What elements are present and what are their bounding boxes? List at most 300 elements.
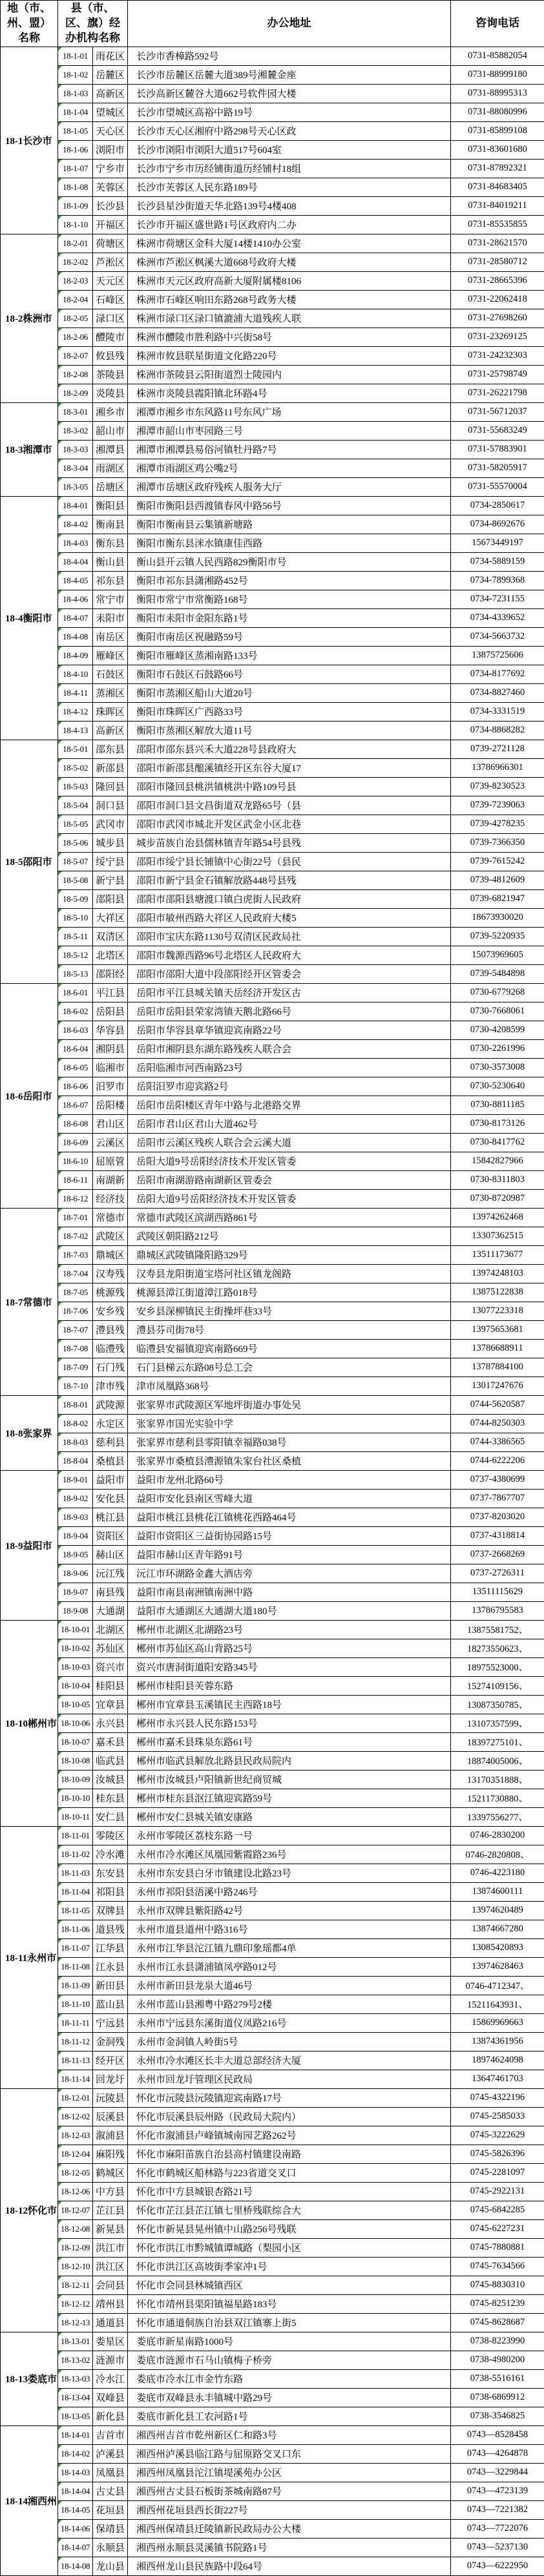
- phone-cell: 0731-85882054: [451, 47, 544, 65]
- org-cell: 苏仙区: [93, 1639, 128, 1657]
- org-cell: 冷水滩: [93, 1845, 128, 1864]
- address-cell: 娄底市新星南路1000号: [128, 2332, 451, 2351]
- address-cell: 株洲市炎陵县霞阳镇北环路4号: [128, 384, 451, 402]
- address-cell: 益阳市龙州北路60号: [128, 1470, 451, 1489]
- phone-cell: 0746-2820808、: [451, 1845, 544, 1864]
- table-row: [1, 327, 544, 346]
- org-cell: 岳麓区: [93, 65, 128, 84]
- phone-cell: 0745-6842285: [451, 2201, 544, 2219]
- code-cell: 18-10-10: [58, 1789, 93, 1807]
- cell-flag-triangle-icon: [58, 1265, 62, 1269]
- table-row: [1, 927, 544, 946]
- table-row: [1, 1938, 544, 1957]
- cell-flag-triangle-icon: [58, 66, 62, 70]
- region-group-cell: 18-2株洲市: [1, 234, 58, 402]
- cell-flag-triangle-icon: [58, 703, 62, 707]
- table-row: [1, 2444, 544, 2463]
- cell-flag-triangle-icon: [58, 366, 62, 369]
- address-cell: 临澧县安福镇迎宾南路669号: [128, 1339, 451, 1358]
- phone-cell: 0731-22062418: [451, 290, 544, 309]
- table-row: [1, 758, 544, 777]
- region-group-cell: 18-7常德市: [1, 1208, 58, 1395]
- cell-flag-triangle-icon: [58, 2164, 62, 2168]
- phone-cell: 0734-8868282: [451, 721, 544, 740]
- org-cell: 溆浦县: [93, 2126, 128, 2145]
- org-cell: 耒阳市: [93, 608, 128, 627]
- address-cell: 怀化市中方县城银杏路21号: [128, 2182, 451, 2201]
- org-cell: 江永县: [93, 1957, 128, 1976]
- table-row: [1, 552, 544, 571]
- cell-flag-triangle-icon: [58, 1321, 62, 1325]
- table-row: [1, 1152, 544, 1170]
- phone-cell: 0731-84019211: [451, 196, 544, 215]
- table-row: [1, 2201, 544, 2219]
- table-row: [1, 1395, 544, 1414]
- phone-cell: 0730-6779268: [451, 983, 544, 1002]
- phone-cell: 0734-5663732: [451, 627, 544, 646]
- phone-cell: 0743—6222950: [451, 2557, 544, 2575]
- org-cell: 靖州县: [93, 2294, 128, 2313]
- cell-flag-triangle-icon: [58, 1639, 62, 1643]
- table-row: [1, 1526, 544, 1545]
- code-cell: 18-7-09: [58, 1358, 93, 1376]
- org-cell: 赫山区: [93, 1545, 128, 1564]
- address-cell: 衡阳市蒸湘区船山大道20号: [128, 683, 451, 702]
- code-cell: 18-6-02: [58, 1002, 93, 1021]
- cell-flag-triangle-icon: [58, 328, 62, 332]
- table-row: [1, 309, 544, 327]
- phone-cell: 0731-83601680: [451, 140, 544, 159]
- phone-cell: 0730-8720987: [451, 1189, 544, 1208]
- phone-cell: 0739-7615242: [451, 852, 544, 871]
- org-cell: 高新区: [93, 84, 128, 103]
- address-cell: 株洲市茶陵县云阳街道烈士陵园内: [128, 365, 451, 384]
- phone-cell: 0738-5516161: [451, 2369, 544, 2388]
- org-cell: 嘉禾县: [93, 1732, 128, 1751]
- address-cell: 永州市双牌县紫阳路42号: [128, 1901, 451, 1920]
- code-cell: 18-10-07: [58, 1732, 93, 1751]
- address-cell: 岳阳大道9号岳阳经济技术开发区管委: [128, 1189, 451, 1208]
- address-cell: 湘西州吉首市乾州新区仁和路3号: [128, 2425, 451, 2444]
- address-cell: 永州市东安县白牙市镇建设北路23号: [128, 1864, 451, 1882]
- org-cell: 珠晖区: [93, 702, 128, 721]
- phone-cell: 0731-88999180: [451, 65, 544, 84]
- cell-flag-triangle-icon: [58, 1490, 62, 1493]
- cell-flag-triangle-icon: [58, 2033, 62, 2037]
- phone-cell: 0730-8173126: [451, 1114, 544, 1133]
- address-cell: 郴州市安仁县城关镇安康路: [128, 1807, 451, 1826]
- phone-cell: 0745-8251239: [451, 2294, 544, 2313]
- address-cell: 长沙市浏阳市浏阳大道517号604室: [128, 140, 451, 159]
- code-cell: 18-1-01: [58, 47, 93, 65]
- table-row: [1, 2294, 544, 2313]
- code-cell: 18-4-01: [58, 496, 93, 515]
- org-cell: 君山区: [93, 1114, 128, 1133]
- phone-cell: 13874361956: [451, 2032, 544, 2051]
- phone-cell: 0737-2726311: [451, 1564, 544, 1583]
- phone-cell: 0731-28580712: [451, 253, 544, 271]
- cell-flag-triangle-icon: [58, 553, 62, 557]
- org-cell: 衡阳县: [93, 496, 128, 515]
- org-cell: 茶陵县: [93, 365, 128, 384]
- table-row: [1, 983, 544, 1002]
- org-cell: 北塔区: [93, 946, 128, 964]
- address-cell: 衡阳市珠晖区广西路33号: [128, 702, 451, 721]
- cell-flag-triangle-icon: [58, 103, 62, 107]
- cell-flag-triangle-icon: [58, 1209, 62, 1212]
- code-cell: 18-11-14: [58, 2070, 93, 2088]
- code-cell: 18-13-03: [58, 2369, 93, 2388]
- org-cell: 涟源市: [93, 2351, 128, 2369]
- address-cell: 永州市冷水滩区凤凰园紫霞路236号: [128, 1845, 451, 1864]
- table-row: [1, 946, 544, 964]
- code-cell: 18-9-04: [58, 1526, 93, 1545]
- address-cell: 衡阳市衡东县洣水镇康佳西路: [128, 534, 451, 552]
- code-cell: 18-7-05: [58, 1283, 93, 1302]
- phone-cell: 13974620489: [451, 1901, 544, 1920]
- table-row: [1, 1039, 544, 1058]
- code-cell: 18-1-08: [58, 178, 93, 196]
- cell-flag-triangle-icon: [58, 47, 62, 51]
- code-cell: 18-12-07: [58, 2201, 93, 2219]
- org-cell: 石鼓区: [93, 665, 128, 683]
- org-cell: 桂阳县: [93, 1676, 128, 1695]
- address-cell: 株洲市荷塘区金科大厦14楼1410办公室: [128, 234, 451, 253]
- phone-cell: 0731-85535855: [451, 215, 544, 234]
- code-cell: 18-12-05: [58, 2163, 93, 2182]
- org-cell: 望城区: [93, 103, 128, 121]
- phone-cell: 13874600111: [451, 1882, 544, 1901]
- table-row: [1, 2332, 544, 2351]
- org-cell: 娄星区: [93, 2332, 128, 2351]
- address-cell: 邵阳市邵阳大道中段邵阳经开区管委会: [128, 964, 451, 983]
- table-row: [1, 1826, 544, 1845]
- cell-flag-triangle-icon: [58, 2201, 62, 2205]
- code-cell: 18-3-04: [58, 459, 93, 477]
- table-row: [1, 1245, 544, 1264]
- address-cell: 郴州市临武县解放北路县民政局院内: [128, 1751, 451, 1770]
- phone-cell: 0743—7722076: [451, 2519, 544, 2538]
- address-cell: 郴州市嘉禾县珠泉东路61号: [128, 1732, 451, 1751]
- org-cell: 邵阳县: [93, 889, 128, 908]
- org-cell: 宁远县: [93, 2013, 128, 2032]
- header-phone: 咨询电话: [451, 1, 544, 47]
- phone-cell: 0739-5484898: [451, 964, 544, 983]
- address-cell: 邵阳市新邵县酿溪镇经开区东谷大厦17: [128, 758, 451, 777]
- table-row: [1, 2126, 544, 2145]
- cell-flag-triangle-icon: [58, 2426, 62, 2430]
- phone-cell: 13786795583: [451, 1601, 544, 1620]
- address-cell: 张家界市桑植县澧源镇朱家台社区桑植: [128, 1451, 451, 1470]
- phone-cell: 0745-8830310: [451, 2276, 544, 2294]
- code-cell: 18-11-12: [58, 2032, 93, 2051]
- org-cell: 芙蓉区: [93, 178, 128, 196]
- phone-cell: 0739-4812609: [451, 871, 544, 889]
- org-cell: 保靖县: [93, 2519, 128, 2538]
- address-cell: 城步苗族自治县儒林镇青年路54号县残: [128, 833, 451, 852]
- phone-cell: 0731-55683249: [451, 421, 544, 440]
- phone-cell: 13875122838: [451, 1283, 544, 1302]
- code-cell: 18-4-07: [58, 608, 93, 627]
- table-row: [1, 2088, 544, 2107]
- cell-flag-triangle-icon: [58, 984, 62, 988]
- address-cell: 衡阳市衡南县云集镇新塘路: [128, 515, 451, 534]
- phone-cell: 0746-4712347、: [451, 1976, 544, 1995]
- cell-flag-triangle-icon: [58, 1939, 62, 1943]
- region-group-cell: 18-12怀化市: [1, 2088, 58, 2332]
- code-cell: 18-4-12: [58, 702, 93, 721]
- code-cell: 18-2-09: [58, 384, 93, 402]
- phone-cell: 13787884100: [451, 1358, 544, 1376]
- org-cell: 炎陵县: [93, 384, 128, 402]
- cell-flag-triangle-icon: [58, 384, 62, 388]
- org-cell: 临武县: [93, 1751, 128, 1770]
- table-row: [1, 1583, 544, 1601]
- table-row: [1, 1414, 544, 1433]
- code-cell: 18-4-10: [58, 665, 93, 683]
- address-cell: 长沙市天心区湘府中路298号天心区政: [128, 121, 451, 140]
- phone-cell: 0743—5237130: [451, 2538, 544, 2557]
- cell-flag-triangle-icon: [58, 778, 62, 782]
- cell-flag-triangle-icon: [58, 590, 62, 594]
- region-group-cell: 18-3湘潭市: [1, 402, 58, 496]
- address-cell: 岳阳市平江县城关镇天岳经济开发区古: [128, 983, 451, 1002]
- table-row: [1, 215, 544, 234]
- address-cell: 永州市蓝山县湘粤中路279号2楼: [128, 1995, 451, 2013]
- table-row: [1, 608, 544, 627]
- phone-cell: 0743—4264878: [451, 2444, 544, 2463]
- header-address: 办公地址: [128, 1, 451, 47]
- code-cell: 18-3-01: [58, 402, 93, 421]
- table-row: [1, 571, 544, 590]
- phone-cell: 0746-2830200: [451, 1826, 544, 1845]
- cell-flag-triangle-icon: [58, 403, 62, 407]
- table-body: [1, 47, 544, 2575]
- phone-cell: 0734-8177692: [451, 665, 544, 683]
- code-cell: 18-6-06: [58, 1077, 93, 1096]
- org-cell: 鹤城区: [93, 2163, 128, 2182]
- region-group-cell: 18-9益阳市: [1, 1470, 58, 1620]
- address-cell: 株洲市攸县联星街道文化路220号: [128, 346, 451, 365]
- code-cell: 18-8-04: [58, 1451, 93, 1470]
- table-row: [1, 2163, 544, 2182]
- org-cell: 雁峰区: [93, 646, 128, 665]
- code-cell: 18-10-09: [58, 1770, 93, 1789]
- table-row: [1, 627, 544, 646]
- address-cell: 湘潭市湘乡市东风路11号东风广场: [128, 402, 451, 421]
- org-cell: 韶山市: [93, 421, 128, 440]
- phone-cell: 0730-8311803: [451, 1170, 544, 1189]
- phone-cell: 0745-2922131: [451, 2182, 544, 2201]
- address-cell: 怀化市麻阳苗族自治县高村镇建设南路: [128, 2145, 451, 2163]
- cell-flag-triangle-icon: [58, 2183, 62, 2186]
- code-cell: 18-4-05: [58, 571, 93, 590]
- phone-cell: 0731-58205917: [451, 459, 544, 477]
- org-cell: 邵阳经: [93, 964, 128, 983]
- table-row: [1, 47, 544, 65]
- phone-cell: 0739-2721128: [451, 740, 544, 758]
- table-row: [1, 1864, 544, 1882]
- address-cell: 株洲市石峰区响田东路268号政务大楼: [128, 290, 451, 309]
- cell-flag-triangle-icon: [58, 928, 62, 931]
- org-cell: 新田县: [93, 1976, 128, 1995]
- address-cell: 娄底市双峰县永丰镇城中路29号: [128, 2388, 451, 2407]
- cell-flag-triangle-icon: [58, 965, 62, 969]
- cell-flag-triangle-icon: [58, 759, 62, 763]
- cell-flag-triangle-icon: [58, 85, 62, 88]
- phone-cell: 13647461703: [451, 2070, 544, 2088]
- phone-cell: 15673449197: [451, 534, 544, 552]
- phone-cell: 0738-4980200: [451, 2351, 544, 2369]
- phone-cell: 0731-84683405: [451, 178, 544, 196]
- org-cell: 常宁市: [93, 590, 128, 608]
- code-cell: 18-7-02: [58, 1227, 93, 1245]
- table-row: [1, 1058, 544, 1077]
- org-cell: 花垣县: [93, 2500, 128, 2519]
- phone-cell: 0739-7239063: [451, 796, 544, 815]
- region-group-cell: 18-6岳阳市: [1, 983, 58, 1208]
- org-cell: 北湖区: [93, 1620, 128, 1639]
- code-cell: 18-8-01: [58, 1395, 93, 1414]
- phone-cell: 0734-4339652: [451, 608, 544, 627]
- table-row: [1, 2463, 544, 2482]
- phone-cell: 13974262468: [451, 1208, 544, 1227]
- address-cell: 长沙市芙蓉区人民东路189号: [128, 178, 451, 196]
- cell-flag-triangle-icon: [58, 2258, 62, 2261]
- cell-flag-triangle-icon: [58, 272, 62, 276]
- cell-flag-triangle-icon: [58, 1021, 62, 1025]
- org-cell: 雨花区: [93, 47, 128, 65]
- org-cell: 屈原管: [93, 1152, 128, 1170]
- code-cell: 18-10-11: [58, 1807, 93, 1826]
- org-cell: 湘阴县: [93, 1039, 128, 1058]
- cell-flag-triangle-icon: [58, 160, 62, 163]
- org-cell: 祁东县: [93, 571, 128, 590]
- code-cell: 18-11-01: [58, 1826, 93, 1845]
- phone-cell: 0743—7221382: [451, 2500, 544, 2519]
- phone-cell: 0731-87892321: [451, 159, 544, 178]
- phone-cell: 13511115629: [451, 1583, 544, 1601]
- phone-cell: 0745-6227231: [451, 2219, 544, 2238]
- code-cell: 18-14-06: [58, 2519, 93, 2538]
- table-row: [1, 1882, 544, 1901]
- phone-cell: 0738-6869912: [451, 2388, 544, 2407]
- table-row: [1, 234, 544, 253]
- address-cell: 郴州市桂阳县芙蓉东路: [128, 1676, 451, 1695]
- table-row: [1, 2276, 544, 2294]
- table-row: [1, 1601, 544, 1620]
- table-row: [1, 1096, 544, 1114]
- phone-cell: 13975653681: [451, 1320, 544, 1339]
- cell-flag-triangle-icon: [58, 1864, 62, 1868]
- phone-cell: 0734-8827460: [451, 683, 544, 702]
- cell-flag-triangle-icon: [58, 628, 62, 632]
- address-cell: 株洲市天元区政府高新大厦附属楼8106: [128, 271, 451, 290]
- phone-cell: 13974628463: [451, 1957, 544, 1976]
- org-cell: 资阳区: [93, 1526, 128, 1545]
- table-row: [1, 1545, 544, 1564]
- code-cell: 18-5-01: [58, 740, 93, 758]
- phone-cell: 0744-3386565: [451, 1433, 544, 1451]
- phone-cell: 0731-23269125: [451, 327, 544, 346]
- org-cell: 桃源残: [93, 1283, 128, 1302]
- cell-flag-triangle-icon: [58, 2557, 62, 2561]
- address-cell: 永州市宁远县东溪街道仪凤路216号: [128, 2013, 451, 2032]
- org-cell: 南岳区: [93, 627, 128, 646]
- phone-cell: 13107357599、: [451, 1714, 544, 1732]
- table-row: [1, 683, 544, 702]
- code-cell: 18-7-03: [58, 1245, 93, 1264]
- code-cell: 18-9-01: [58, 1470, 93, 1489]
- address-cell: 怀化市新晃县晃州镇中山路256号残联: [128, 2219, 451, 2238]
- org-cell: 隆回县: [93, 777, 128, 796]
- phone-cell: 18397275101、: [451, 1732, 544, 1751]
- cell-flag-triangle-icon: [58, 853, 62, 857]
- table-row: [1, 1657, 544, 1676]
- code-cell: 18-12-09: [58, 2238, 93, 2257]
- code-cell: 18-12-01: [58, 2088, 93, 2107]
- table-row: [1, 852, 544, 871]
- code-cell: 18-13-02: [58, 2351, 93, 2369]
- code-cell: 18-9-03: [58, 1508, 93, 1526]
- table-row: [1, 1208, 544, 1227]
- org-cell: 回龙圩: [93, 2070, 128, 2088]
- code-cell: 18-4-08: [58, 627, 93, 646]
- code-cell: 18-11-07: [58, 1938, 93, 1957]
- org-cell: 冷水江: [93, 2369, 128, 2388]
- cell-flag-triangle-icon: [58, 1658, 62, 1662]
- code-cell: 18-4-09: [58, 646, 93, 665]
- cell-flag-triangle-icon: [58, 1696, 62, 1699]
- cell-flag-triangle-icon: [58, 1302, 62, 1306]
- address-cell: 永州市祁阳县浯溪中路246号: [128, 1882, 451, 1901]
- code-cell: 18-4-03: [58, 534, 93, 552]
- table-row: [1, 1433, 544, 1451]
- phone-cell: 0744-8250303: [451, 1414, 544, 1433]
- cell-flag-triangle-icon: [58, 2220, 62, 2224]
- code-cell: 18-4-06: [58, 590, 93, 608]
- table-row: [1, 1508, 544, 1526]
- region-group-cell: 18-10郴州市: [1, 1620, 58, 1826]
- cell-flag-triangle-icon: [58, 1845, 62, 1849]
- address-cell: 张家界市国光实验中学: [128, 1414, 451, 1433]
- phone-cell: 0746-4223180: [451, 1864, 544, 1882]
- address-cell: 衡阳市雁峰区蒸湘南路133号: [128, 646, 451, 665]
- phone-cell: 0743—4723139: [451, 2482, 544, 2500]
- phone-cell: 0731-26221798: [451, 384, 544, 402]
- code-cell: 18-14-05: [58, 2500, 93, 2519]
- table-row: [1, 2070, 544, 2088]
- address-cell: 永州市江华县沱江镇九鼎印象瑶都4单: [128, 1938, 451, 1957]
- org-cell: 蓝山县: [93, 1995, 128, 2013]
- cell-flag-triangle-icon: [58, 2501, 62, 2505]
- code-cell: 18-11-02: [58, 1845, 93, 1864]
- address-cell: 郴州市宜章县玉溪镇民主西路18号: [128, 1695, 451, 1714]
- code-cell: 18-11-13: [58, 2051, 93, 2070]
- table-row: [1, 2557, 544, 2575]
- table-row: [1, 2538, 544, 2557]
- code-cell: 18-14-04: [58, 2482, 93, 2500]
- org-cell: 经开区: [93, 2051, 128, 2070]
- cell-flag-triangle-icon: [58, 1002, 62, 1006]
- cell-flag-triangle-icon: [58, 815, 62, 819]
- org-cell: 东安县: [93, 1864, 128, 1882]
- phone-cell: 0739-5220935: [451, 927, 544, 946]
- cell-flag-triangle-icon: [58, 234, 62, 238]
- address-cell: 怀化市洪江区高坡街季家冲1号: [128, 2257, 451, 2276]
- org-cell: 高新区: [93, 721, 128, 740]
- cell-flag-triangle-icon: [58, 1227, 62, 1231]
